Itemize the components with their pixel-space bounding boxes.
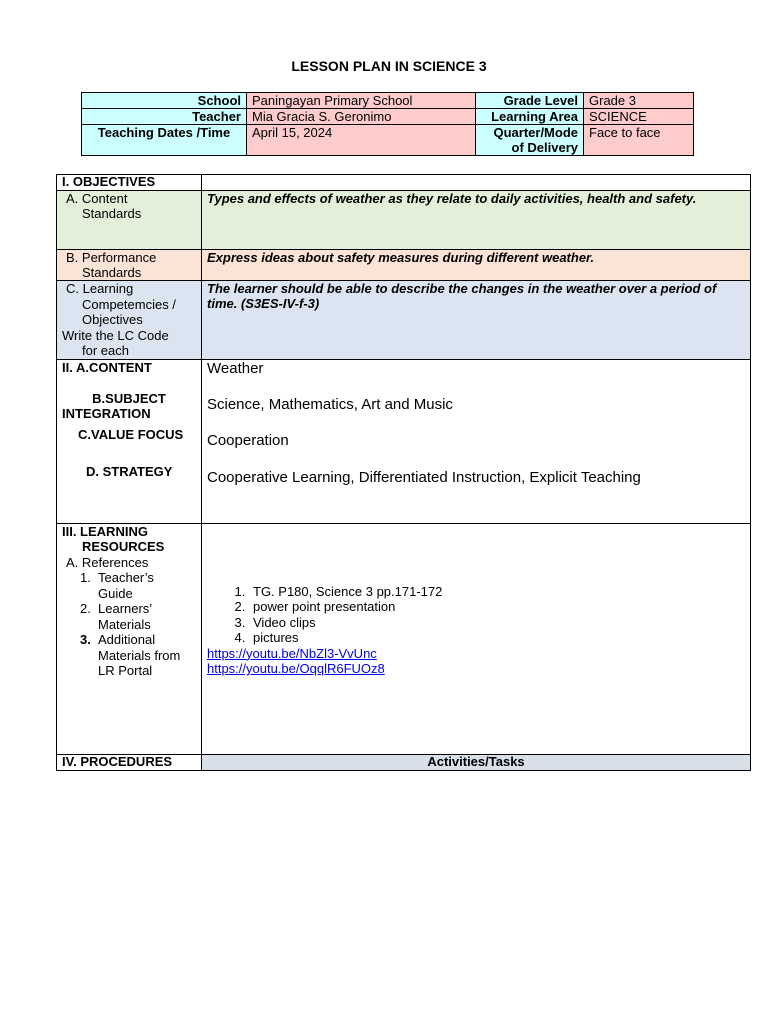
reference-items xyxy=(62,570,196,679)
content-values xyxy=(202,359,751,523)
reference-item-line: Materials xyxy=(98,616,151,632)
competencies-label-2: Competemcies / xyxy=(82,296,176,312)
references-label: A. References xyxy=(66,554,149,570)
reference-item-num: 3. xyxy=(80,632,91,647)
reference-item-line: LR Portal xyxy=(98,663,153,678)
competencies-text: The learner should be able to describe the changes in the weather over a period of time. (S3ES-IV-f-3) xyxy=(202,281,751,360)
list-item: 1. TG. P180, Science 3 pp.171-172 xyxy=(249,584,745,600)
competencies-label-3: Objectives xyxy=(82,312,143,327)
performance-standards-label xyxy=(57,250,202,281)
strategy-label: D. STRATEGY xyxy=(86,463,173,479)
reference-item-line: Materials from xyxy=(98,647,181,663)
competencies-label-1: C. Learning xyxy=(66,281,134,296)
reference-item-num: 1. xyxy=(80,570,91,585)
resources-spacer xyxy=(207,524,745,584)
grade-value: Grade 3 xyxy=(584,93,694,109)
content-standards-label-2: Standards xyxy=(82,206,142,221)
area-value: SCIENCE xyxy=(584,109,694,125)
reference-item xyxy=(80,601,196,632)
reference-item-text xyxy=(98,570,154,601)
integration-label-1: B.SUBJECT xyxy=(92,390,166,406)
value-focus-value: Cooperation xyxy=(207,431,289,449)
performance-standards-label-2: Standards xyxy=(82,265,142,280)
reference-item-line: Additional xyxy=(98,632,156,647)
strategy-value: Cooperative Learning, Differentiated Instruction, Explicit Teaching xyxy=(207,468,641,486)
grade-label: Grade Level xyxy=(476,93,584,109)
reference-item-num: 2. xyxy=(80,601,91,616)
quarter-label xyxy=(476,125,584,156)
resources-labels xyxy=(57,523,202,754)
integration-value: Science, Mathematics, Art and Music xyxy=(207,395,453,413)
value-focus-label: C.VALUE FOCUS xyxy=(78,426,184,442)
list-item: 2. power point presentation xyxy=(249,599,745,615)
main-table xyxy=(56,174,751,771)
reference-item xyxy=(80,632,196,679)
activities-heading: Activities/Tasks xyxy=(202,754,751,770)
objectives-heading: I. OBJECTIVES xyxy=(57,175,202,191)
info-table xyxy=(81,92,694,156)
quarter-value: Face to face xyxy=(584,125,694,156)
competencies-label xyxy=(57,281,202,360)
reference-item xyxy=(80,570,196,601)
content-value: Weather xyxy=(207,359,264,377)
resources-content xyxy=(202,523,751,754)
video-link-1[interactable]: https://youtu.be/NbZl3-VvUnc xyxy=(207,645,377,661)
content-label: II. A.CONTENT xyxy=(62,359,152,375)
area-label: Learning Area xyxy=(476,109,584,125)
procedures-heading: IV. PROCEDURES xyxy=(57,754,202,770)
resources-heading-2: RESOURCES xyxy=(82,539,165,554)
dates-value: April 15, 2024 xyxy=(247,125,476,156)
reference-item-line: Learners’ xyxy=(98,601,153,616)
teacher-value: Mia Gracia S. Geronimo xyxy=(247,109,476,125)
resources-heading-1: III. LEARNING xyxy=(62,523,148,539)
content-standards-text: Types and effects of weather as they relate to daily activities, health and safety. xyxy=(202,191,751,250)
school-value: Paningayan Primary School xyxy=(247,93,476,109)
integration-label-2: INTEGRATION xyxy=(62,405,151,421)
video-link-2[interactable]: https://youtu.be/OqqlR6FUOz8 xyxy=(207,661,385,676)
objectives-heading-blank xyxy=(202,175,751,191)
school-label: School xyxy=(82,93,247,109)
performance-standards-text: Express ideas about safety measures during different weather. xyxy=(202,250,751,281)
content-standards-label xyxy=(57,191,202,250)
content-labels xyxy=(57,359,202,523)
quarter-label-line-1: Quarter/Mode xyxy=(493,125,578,140)
list-item: 4. pictures xyxy=(249,630,745,646)
competencies-label-4: Write the LC Code xyxy=(62,327,169,343)
reference-item-text xyxy=(98,632,180,679)
performance-standards-label-1: B. Performance xyxy=(66,250,157,265)
reference-item-line: Teacher’s xyxy=(98,570,154,585)
dates-label: Teaching Dates /Time xyxy=(82,125,247,156)
list-item: 3. Video clips xyxy=(249,615,745,631)
integration-label xyxy=(62,391,196,427)
quarter-label-line-2: of Delivery xyxy=(511,140,578,155)
resources-list xyxy=(207,584,745,646)
teacher-label: Teacher xyxy=(82,109,247,125)
reference-item-line: Guide xyxy=(98,585,133,601)
page-title: LESSON PLAN IN SCIENCE 3 xyxy=(291,58,487,74)
content-standards-label-1: A. Content xyxy=(66,191,128,206)
reference-item-text xyxy=(98,601,152,632)
competencies-label-5: for each xyxy=(82,343,129,358)
